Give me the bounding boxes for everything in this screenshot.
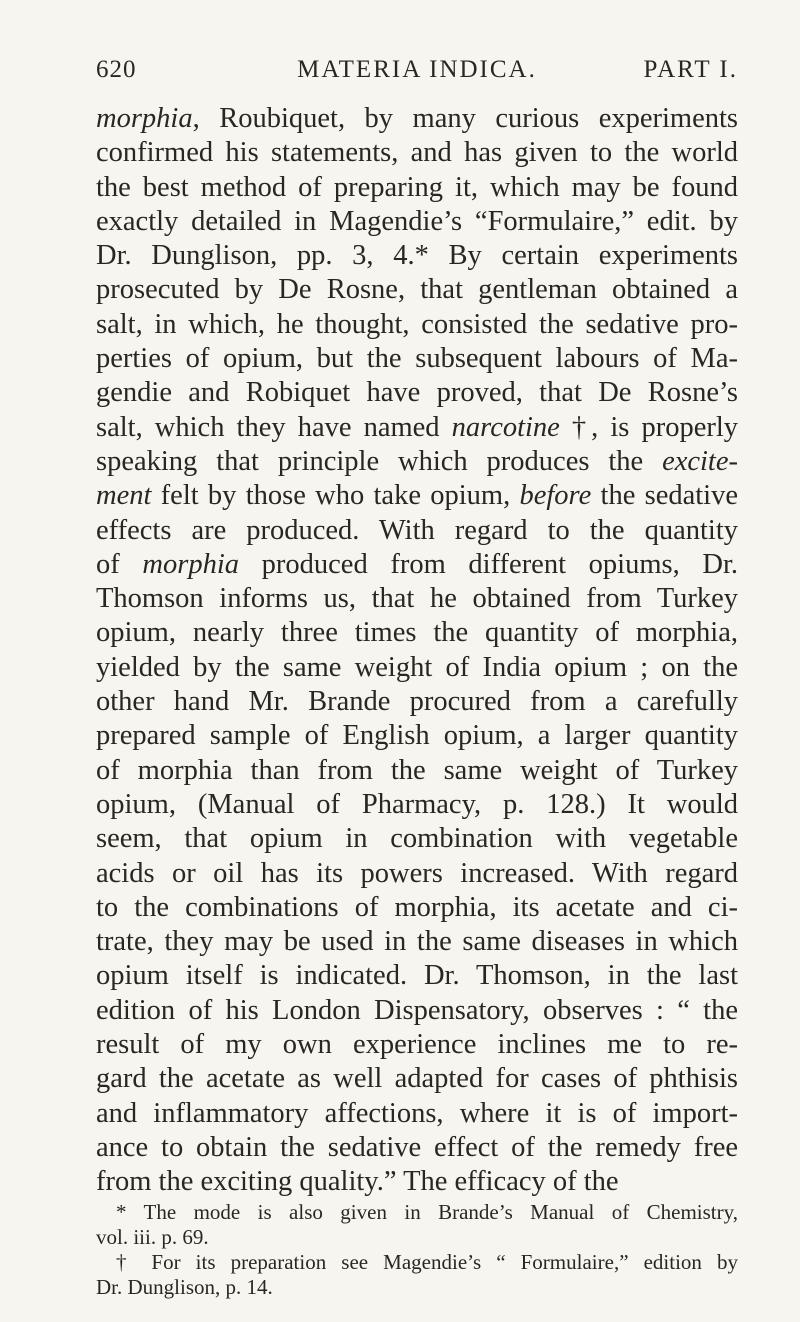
text-run: speaking that principle which produces the — [96, 445, 663, 477]
text-run: gendie and Robiquet have proved, that De Rosne’s — [96, 377, 738, 409]
text-line — [96, 685, 738, 719]
text-run: result of my own experience inclines me to re- — [96, 1029, 738, 1061]
text-line — [96, 719, 738, 753]
text-run: to the combinations of morphia, its acetate and ci- — [96, 891, 738, 923]
text-line — [96, 273, 738, 307]
text-line — [96, 308, 738, 342]
text-line — [96, 171, 738, 205]
italic-run: morphia — [142, 548, 239, 580]
italic-run: morphia — [96, 103, 193, 134]
text-line — [96, 857, 738, 891]
text-run: produced from different opiums, Dr. — [239, 548, 738, 580]
footnote-line: † For its preparation see Magendie’s “ Formulaire,” edition by — [116, 1250, 738, 1274]
text-run: ance to obtain the sedative effect of the remedy free — [96, 1131, 738, 1163]
part-label: PART I. — [643, 56, 738, 83]
text-line — [96, 822, 738, 856]
text-line — [96, 376, 738, 410]
text-line — [96, 1131, 738, 1165]
text-run: Thomson informs us, that he obtained from Turkey — [96, 583, 738, 615]
text-line — [96, 788, 738, 822]
text-line — [96, 136, 738, 170]
text-line — [96, 891, 738, 925]
text-line — [96, 651, 738, 685]
text-run: seem, that opium in combination with vegetable — [96, 823, 738, 855]
footnote-line: vol. iii. p. 69. — [96, 1225, 209, 1249]
text-line — [96, 102, 738, 136]
text-run: from the exciting quality.” The efficacy of the — [96, 1166, 619, 1198]
text-run: trate, they may be used in the same diseases in which — [96, 926, 738, 958]
running-title: MATERIA INDICA. — [297, 56, 537, 83]
text-run: Dr. Dunglison, pp. 3, 4.* By certain experiments — [96, 240, 738, 272]
running-header — [96, 56, 738, 96]
text-line — [96, 616, 738, 650]
text-run: the sedative — [591, 480, 738, 512]
text-line — [96, 342, 738, 376]
text-run: edition of his London Dispensatory, observes : “ the — [96, 994, 738, 1026]
italic-run: ment — [96, 480, 152, 512]
text-run: and inflammatory affections, where it is of import- — [96, 1097, 738, 1129]
text-line — [96, 582, 738, 616]
text-run: salt, which they have named — [96, 411, 452, 443]
text-run: †, is properly — [559, 411, 739, 443]
text-line — [96, 754, 738, 788]
text-line — [96, 994, 738, 1028]
footnote-line: Dr. Dunglison, p. 14. — [96, 1275, 273, 1299]
text-run: opium itself is indicated. Dr. Thomson, in the last — [96, 960, 738, 992]
text-line — [96, 1028, 738, 1062]
footnotes — [96, 1200, 738, 1300]
text-line — [96, 445, 738, 479]
text-line — [96, 1062, 738, 1096]
text-line — [96, 548, 738, 582]
footnote-line: * The mode is also given in Brande’s Manual of Chemistry, — [116, 1200, 738, 1224]
italic-run: before — [519, 480, 592, 512]
text-run: perties of opium, but the subsequent labours of Ma- — [96, 343, 738, 375]
text-line — [96, 514, 738, 548]
text-run: exactly detailed in Magendie’s “Formulaire,” edit. by — [96, 205, 738, 237]
text-run: opium, (Manual of Pharmacy, p. 128.) It would — [96, 788, 738, 820]
text-run: effects are produced. With regard to the quantity — [96, 514, 738, 546]
text-run: other hand Mr. Brande procured from a carefully — [96, 686, 738, 718]
text-run: confirmed his statements, and has given to the world — [96, 137, 738, 169]
italic-run: narcotine — [451, 411, 560, 443]
italic-run: excite- — [662, 445, 738, 477]
text-line — [96, 205, 738, 239]
body-text — [96, 102, 738, 1200]
text-line — [96, 239, 738, 273]
text-run: salt, in which, he thought, consisted the sedative pro- — [96, 308, 738, 340]
text-line — [96, 411, 738, 445]
page-number: 620 — [96, 56, 137, 83]
text-run: acids or oil has its powers increased. With regard — [96, 857, 738, 889]
text-run: of — [96, 548, 143, 580]
text-run: of morphia than from the same weight of Turkey — [96, 754, 738, 786]
text-run: , Roubiquet, by many curious experiments — [192, 103, 738, 134]
text-run: gard the acetate as well adapted for cases of phthisis — [96, 1063, 738, 1095]
text-run: the best method of preparing it, which may be found — [96, 171, 738, 203]
text-run: prosecuted by De Rosne, that gentleman obtained a — [96, 274, 738, 306]
text-run: prepared sample of English opium, a larger quantity — [96, 720, 738, 752]
text-run: yielded by the same weight of India opium ; on the — [96, 651, 738, 683]
text-line — [96, 1097, 738, 1131]
text-run: opium, nearly three times the quantity of morphia, — [96, 617, 738, 649]
text-run: felt by those who take opium, — [151, 480, 520, 512]
text-line — [96, 479, 738, 513]
text-line — [96, 925, 738, 959]
text-line — [96, 959, 738, 993]
text-line — [96, 1165, 738, 1199]
